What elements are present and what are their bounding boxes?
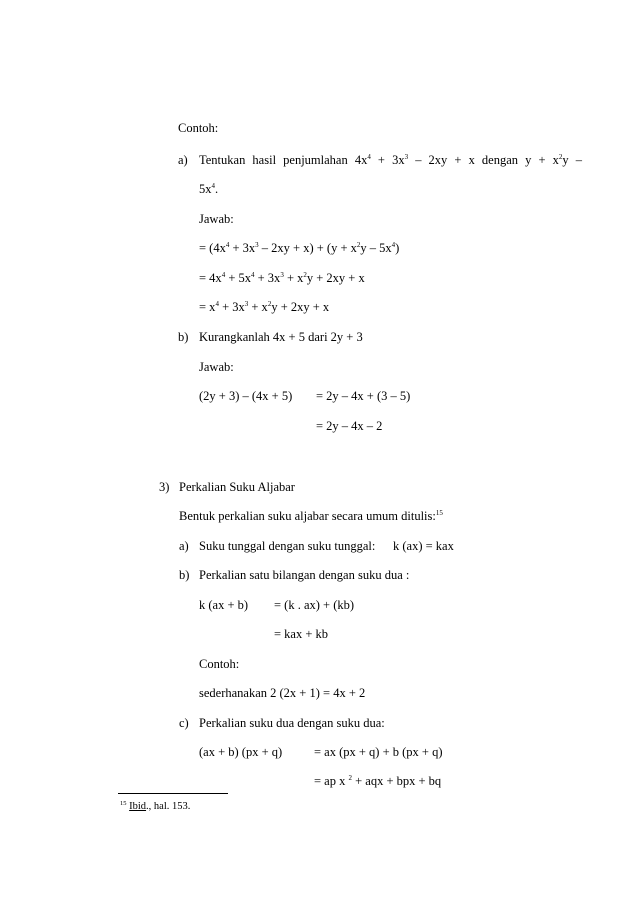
equation-lhs: (ax + b) (px + q)	[199, 745, 283, 759]
jawab-label: Jawab:	[199, 360, 234, 374]
equation-line: = ap x $^2$ + aqx + bpx + bq	[314, 774, 442, 788]
footnote	[120, 800, 190, 814]
item-b-text: Perkalian satu bilangan dengan suku dua :	[199, 568, 410, 582]
equation-line: = (k . ax) + (kb)	[274, 598, 355, 612]
item-a-formula: k (ax) = kax	[393, 539, 454, 553]
section-intro: Bentuk perkalian suku aljabar secara umum ditulis:$^{15}$	[179, 509, 443, 523]
equation-lhs: k (ax + b)	[199, 598, 249, 612]
example-heading: Contoh:	[199, 657, 240, 671]
equation-line: = ax (px + q) + b (px + q)	[314, 745, 443, 759]
example-a-question: Tentukan hasil penjumlahan $4x^4 + 3x^3 - 2xy + x$ dengan $y + x^2y$ –	[199, 153, 582, 167]
section-title: Perkalian Suku Aljabar	[179, 480, 295, 494]
equation-lhs: (2y + 3) – (4x + 5)	[199, 389, 293, 403]
equation-line: = $(4x^4 + 3x^3 - 2xy + x) + (y + x^2y - 5x^4)$	[199, 241, 400, 255]
list-marker: c)	[179, 716, 189, 730]
equation-line: = kax + kb	[274, 627, 329, 641]
footnote-rest: ., hal. 153.	[146, 801, 191, 812]
equation-line: = $x^4 + 3x^3 + x^2y + 2xy + x$	[199, 300, 330, 314]
equation-line: = $4x^4 + 5x^4 + 3x^3 + x^2y + 2xy + x$	[199, 271, 365, 285]
footnote-divider	[118, 793, 228, 794]
equation-line: = 2y – 4x – 2	[316, 419, 383, 433]
item-a-text: Suku tunggal dengan suku tunggal:	[199, 539, 376, 553]
example-a-question-cont: $5x^4$.	[199, 182, 219, 196]
footnote-source: Ibid	[129, 801, 147, 812]
section-number: 3)	[159, 480, 170, 494]
example-b-question: Kurangkanlah 4x + 5 dari 2y + 3	[199, 330, 363, 344]
list-marker: a)	[179, 539, 189, 553]
item-c-text: Perkalian suku dua dengan suku dua:	[199, 716, 385, 730]
equation-line: = 2y – 4x + (3 – 5)	[316, 389, 411, 403]
footnote-ref[interactable]: 15	[435, 509, 443, 517]
list-marker: b)	[178, 330, 189, 344]
list-marker: a)	[178, 153, 188, 167]
example-line: sederhanakan 2 (2x + 1) = 4x + 2	[199, 686, 366, 700]
footnote-mark: 15	[120, 800, 127, 807]
example-heading: Contoh:	[178, 121, 219, 135]
list-marker: b)	[179, 568, 190, 582]
jawab-label: Jawab:	[199, 212, 234, 226]
